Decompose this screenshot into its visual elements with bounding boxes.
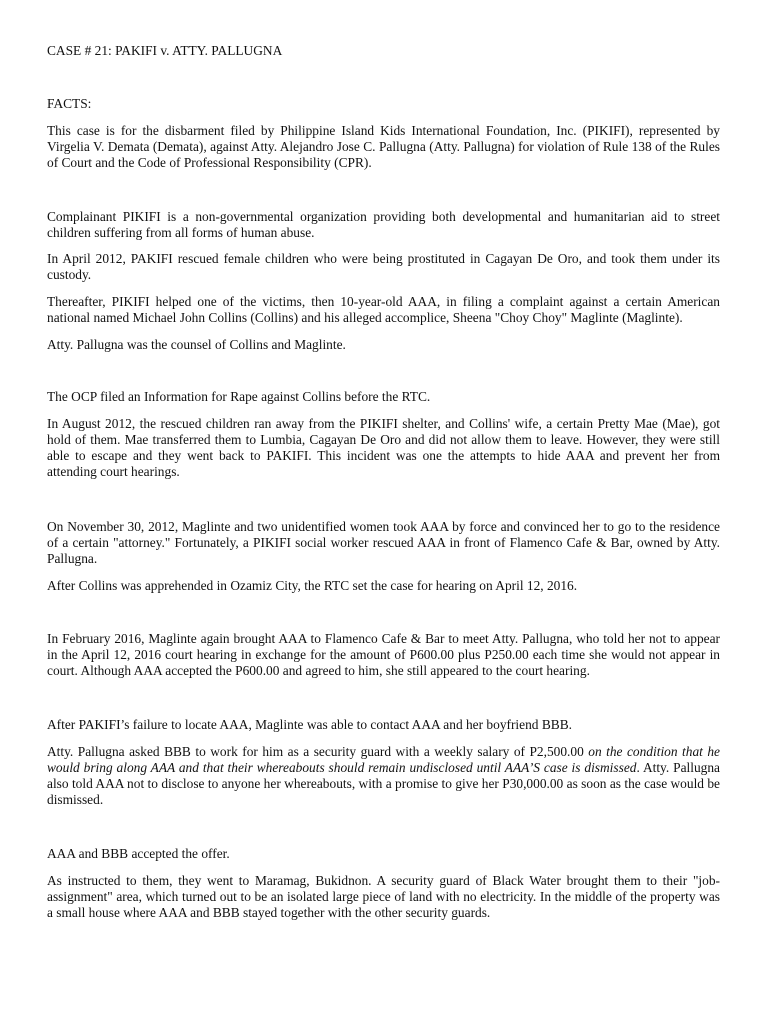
paragraph-complaint: Thereafter, PIKIFI helped one of the victims, then 10-year-old AAA, in filing a complaint against a certain American national named Michael John Collins (Collins) and his alleged accomplice, Sheena "Choy Choy" Maglinte (Maglinte). — [47, 294, 720, 325]
paragraph-locate: After PAKIFI’s failure to locate AAA, Maglinte was able to contact AAA and her boyfriend BBB. — [47, 717, 572, 732]
paragraph-accepted: AAA and BBB accepted the offer. — [47, 846, 230, 861]
paragraph-disbarment: This case is for the disbarment filed by Philippine Island Kids International Foundation, Inc. (PIKIFI), represented by Virgelia V. Demata (Demata), against Atty. Alejandro Jose C. Pallugna (Atty. Pallugna) for violation of Rule 138 of the Rules of Court and the Code of Professional Responsibility (CPR). — [47, 123, 720, 170]
paragraph-february: In February 2016, Maglinte again brought AAA to Flamenco Cafe & Bar to meet Atty. Pallugna, who told her not to appear in the April 12, 2016 court hearing in exchange for the amount of P600.00 plus P250.00 each time she would not appear in court. Although AAA accepted the P600.00 and agreed to him, she still appeared to the court hearing. — [47, 631, 720, 678]
paragraph-information: The OCP filed an Information for Rape against Collins before the RTC. — [47, 389, 431, 404]
offer-text-before: Atty. Pallugna asked BBB to work for him as a security guard with a weekly salary of P2,500.00 — [47, 744, 589, 759]
offer-text-after: . Atty. Pallugna also told AAA not to disclose to anyone her whereabouts, with a promise to give her P30,000.00 as soon as the case would be dismissed. — [47, 760, 720, 807]
paragraph-counsel: Atty. Pallugna was the counsel of Collins and Maglinte. — [47, 337, 346, 352]
paragraph-escape: In August 2012, the rescued children ran away from the PIKIFI shelter, and Collins' wife, a certain Pretty Mae (Mae), got hold of them. Mae transferred them to Lumbia, Cagayan De Oro and did not allow them to leave. However, they were still able to escape and they went back to PAKIFI. This incident was one the attempts to hide AAA and prevent her from attending court hearings. — [47, 416, 720, 479]
case-title: CASE # 21: PAKIFI v. ATTY. PALLUGNA — [47, 43, 283, 58]
paragraph-offer — [47, 744, 720, 808]
paragraph-maramag: As instructed to them, they went to Maramag, Bukidnon. A security guard of Black Water brought them to their "job-assignment" area, which turned out to be an isolated large piece of land with no electricity. In the middle of the property was a small house where AAA and BBB stayed together with the other security guards. — [47, 873, 720, 920]
paragraph-complainant: Complainant PIKIFI is a non-governmental organization providing both developmental and humanitarian aid to street children suffering from all forms of human abuse. — [47, 209, 720, 240]
offer-condition-italic: on the condition that he would bring along AAA and that their whereabouts should remain undisclosed until AAA’S case is dismissed — [47, 744, 720, 775]
paragraph-rescue: In April 2012, PAKIFI rescued female children who were being prostituted in Cagayan De Oro, and took them under its custody. — [47, 251, 720, 282]
facts-heading: FACTS: — [47, 96, 92, 111]
paragraph-apprehended: After Collins was apprehended in Ozamiz City, the RTC set the case for hearing on April 12, 2016. — [47, 578, 578, 593]
paragraph-november: On November 30, 2012, Maglinte and two unidentified women took AAA by force and convinced her to go to the residence of a certain "attorney." Fortunately, a PIKIFI social worker rescued AAA in front of Flamenco Cafe & Bar, owned by Atty. Pallugna. — [47, 519, 720, 566]
